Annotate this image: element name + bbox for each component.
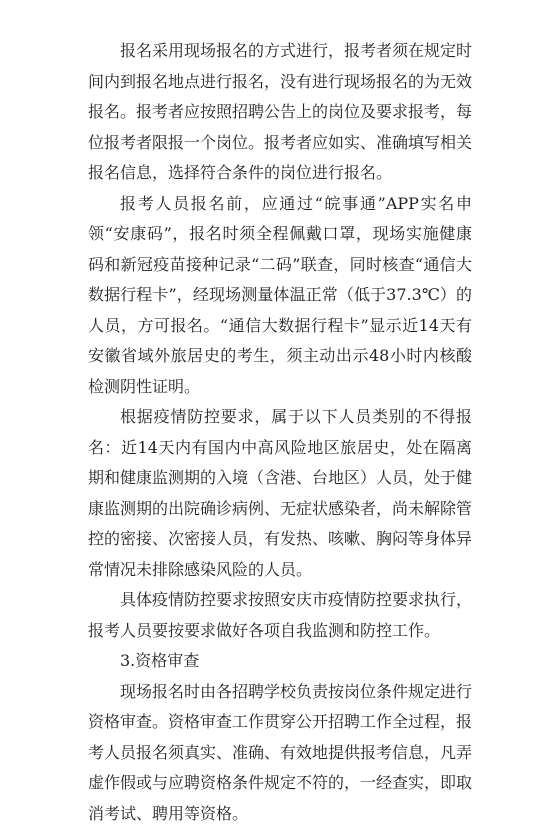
document-body xyxy=(88,36,472,829)
paragraph-epidemic-requirements: 具体疫情防控要求按照安庆市疫情防控要求执行，报考人员要按要求做好各项自我监测和防控工作。 xyxy=(88,585,472,646)
paragraph-qualification-review: 现场报名时由各招聘学校负责按岗位条件规定进行资格审查。资格审查工作贯穿公开招聘工作全过程，报考人员报名须真实、准确、有效地提供报考信息，凡弄虚作假或与应聘资格条件规定不符的，一经查实，即取消考试、聘用等资格。 xyxy=(88,677,472,829)
paragraph-epidemic-restrictions: 根据疫情防控要求，属于以下人员类别的不得报名：近14天内有国内中高风险地区旅居史，处在隔离期和健康监测期的入境（含港、台地区）人员，处于健康监测期的出院确诊病例、无症状感染者，尚未解除管控的密接、次密接人员，有发热、咳嗽、胸闷等身体异常情况未排除感染风险的人员。 xyxy=(88,402,472,585)
section-heading-qualification-review: 3.资格审查 xyxy=(88,646,472,677)
paragraph-health-code: 报考人员报名前，应通过“皖事通”APP实名申领“安康码”，报名时须全程佩戴口罩，现场实施健康码和新冠疫苗接种记录“二码”联查，同时核查“通信大数据行程卡”，经现场测量体温正常（低于37.3℃）的人员，方可报名。“通信大数据行程卡”显示近14天有安徽省域外旅居史的考生，须主动出示48小时内核酸检测阴性证明。 xyxy=(88,189,472,403)
paragraph-registration-method: 报名采用现场报名的方式进行，报考者须在规定时间内到报名地点进行报名，没有进行现场报名的为无效报名。报考者应按照招聘公告上的岗位及要求报考，每位报考者限报一个岗位。报考者应如实、准确填写相关报名信息，选择符合条件的岗位进行报名。 xyxy=(88,36,472,189)
